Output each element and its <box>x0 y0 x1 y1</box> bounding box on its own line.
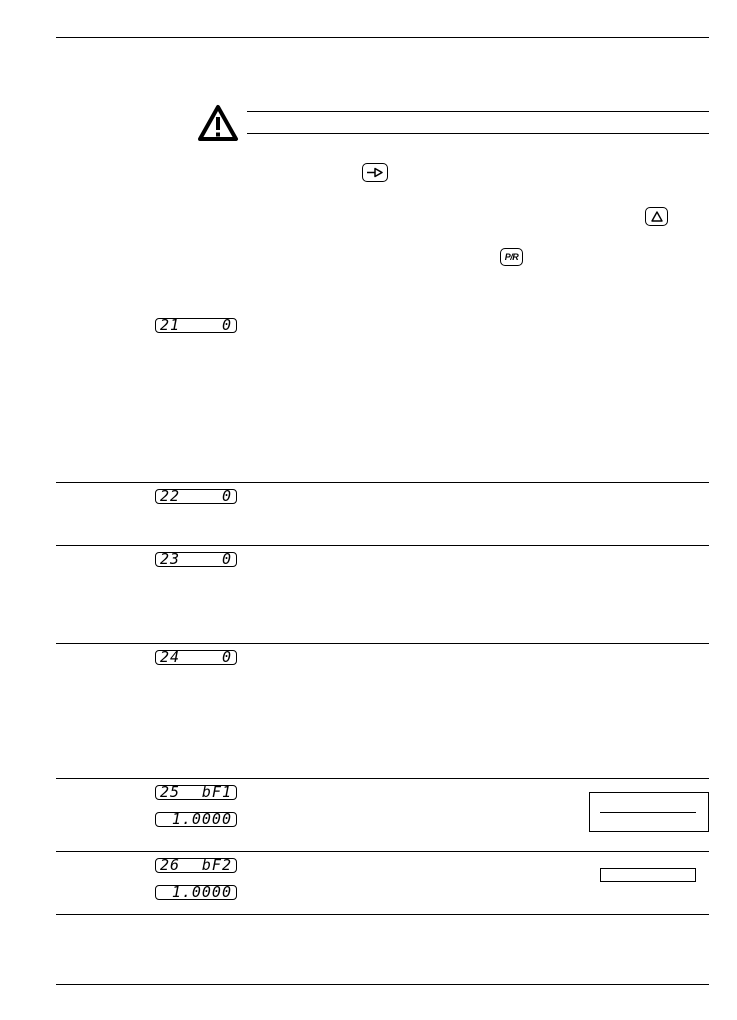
lcd-display-21 <box>155 318 237 333</box>
pr-key <box>500 248 523 266</box>
section-divider <box>56 643 709 644</box>
warning-triangle-icon <box>197 104 239 142</box>
lcd-param-value: bF1 <box>201 785 232 800</box>
lcd-param-value: bF2 <box>201 858 232 873</box>
lcd-param-number: 23 <box>160 552 181 567</box>
lcd-display-24 <box>155 650 237 665</box>
section-divider <box>56 914 709 915</box>
fraction-bar <box>600 812 696 813</box>
lcd-param-value: 0 <box>221 650 232 665</box>
warning-rule-top <box>247 111 709 112</box>
lcd-param-number: 26 <box>160 858 181 873</box>
lcd-display-26 <box>155 858 237 873</box>
up-triangle-key-icon <box>651 211 663 222</box>
warning-rule-bottom <box>247 133 709 134</box>
lcd-value-25 <box>155 812 237 827</box>
lcd-value-26 <box>155 885 237 900</box>
lcd-display-22 <box>155 489 237 504</box>
page-bottom-rule <box>56 984 709 985</box>
formula-box <box>589 792 709 832</box>
up-triangle-key <box>645 207 668 226</box>
lcd-numeric-value: 1.0000 <box>171 812 232 827</box>
lcd-param-number: 24 <box>160 650 181 665</box>
section-divider <box>56 545 709 546</box>
section-divider <box>56 778 709 779</box>
lcd-param-number: 25 <box>160 785 181 800</box>
lcd-display-23 <box>155 552 237 567</box>
arrow-right-key <box>362 163 388 182</box>
lcd-param-value: 0 <box>221 552 232 567</box>
lcd-param-value: 0 <box>221 318 232 333</box>
pr-key-icon: P/R <box>504 252 519 262</box>
lcd-param-value: 0 <box>221 489 232 504</box>
section-divider <box>56 482 709 483</box>
formula-box-small <box>600 868 696 882</box>
arrow-right-key-icon <box>366 167 384 178</box>
lcd-param-number: 21 <box>160 318 181 333</box>
page-top-rule <box>56 37 709 38</box>
lcd-param-number: 22 <box>160 489 181 504</box>
lcd-display-25 <box>155 785 237 800</box>
section-divider <box>56 851 709 852</box>
lcd-numeric-value: 1.0000 <box>171 885 232 900</box>
